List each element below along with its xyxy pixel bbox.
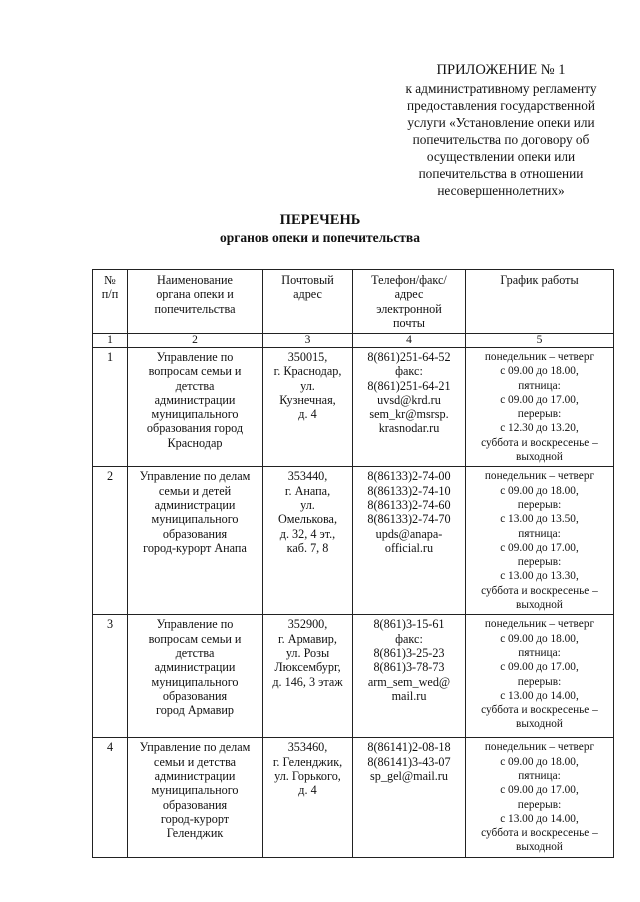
cell-line: ул. Розы (285, 645, 330, 660)
contact-info (353, 738, 466, 857)
appendix-line: услуги «Установление опеки или (407, 115, 595, 130)
appendix-line: предоставления государственной (406, 98, 596, 113)
cell-line: понедельник – четверг (484, 618, 595, 631)
column-number: 4 (353, 334, 466, 348)
cell-line: 8(86141)2-08-18 (367, 740, 451, 755)
column-number-row (93, 334, 614, 348)
cell-line: почты (393, 315, 425, 330)
cell-line: понедельник – четверг (484, 351, 595, 363)
appendix-line: к административному регламенту (405, 81, 597, 96)
cell-line: суббота и воскресенье – (481, 827, 598, 840)
cell-line: upds@anapa- (375, 526, 443, 541)
cell-line: выходной (516, 718, 563, 731)
body-name (128, 738, 263, 857)
appendix-line: осуществлении опеки или (426, 149, 576, 164)
cell-line: г. Геленджик, (272, 754, 343, 769)
cell-line: с 13.00 до 13.50, (500, 513, 579, 526)
cell-line: вопросам семьи и (148, 364, 242, 379)
appendix-block (370, 62, 632, 199)
cell-line: 8(86133)2-74-60 (367, 497, 451, 512)
cell-line: выходной (516, 841, 563, 854)
cell-line: образования (162, 688, 228, 703)
cell-line: с 13.00 до 13.30, (500, 570, 579, 583)
cell-line: муниципального (151, 512, 239, 527)
contact-info (353, 615, 466, 738)
work-schedule (466, 738, 614, 857)
cell-line: Управление по делам (139, 740, 251, 755)
cell-line: детства (175, 645, 215, 660)
cell-line: муниципального (151, 674, 239, 689)
cell-line: № (104, 273, 116, 287)
cell-line: 352900, (287, 617, 328, 632)
cell-line: суббота и воскресенье – (481, 584, 598, 597)
row-number: 3 (93, 615, 128, 738)
cell-line: Краснодар (167, 435, 223, 450)
cell-line: пятница: (518, 646, 561, 659)
cell-line: факс: (395, 364, 423, 379)
column-number: 1 (93, 334, 128, 348)
cell-line: Кузнечная, (279, 392, 336, 407)
cell-line: перерыв: (517, 798, 562, 811)
cell-line: с 12.30 до 13.20, (500, 422, 579, 435)
appendix-line: попечительства в отношении (418, 166, 584, 181)
cell-line: администрации (154, 768, 236, 783)
cell-line: пятница: (518, 379, 561, 392)
cell-line: с 09.00 до 18.00, (500, 365, 579, 378)
body-name (128, 467, 263, 615)
cell-line: выходной (516, 451, 563, 464)
cell-line: суббота и воскресенье – (481, 704, 598, 717)
header-schedule (466, 270, 614, 334)
cell-line: 8(861)251-64-52 (367, 350, 451, 364)
cell-line: Люксембург, (274, 660, 341, 675)
body-name (128, 615, 263, 738)
cell-line: 8(861)3-78-73 (373, 660, 445, 675)
cell-line: 8(86133)2-74-10 (367, 483, 451, 498)
cell-line: Управление по (156, 617, 234, 632)
appendix-line: несовершеннолетних» (437, 183, 565, 198)
cell-line: пятница: (518, 527, 561, 540)
cell-line: 8(86133)2-74-70 (367, 512, 451, 527)
cell-line: семьи и детей (158, 483, 232, 498)
column-number: 5 (466, 334, 614, 348)
cell-line: 353460, (287, 740, 328, 755)
table-header-row (93, 270, 614, 334)
cell-line: Омелькова, (277, 512, 337, 527)
cell-line: образования (162, 797, 228, 812)
cell-line: муниципального (151, 783, 239, 798)
cell-line: 350015, (287, 350, 328, 364)
cell-line: с 09.00 до 17.00, (500, 661, 579, 674)
cell-line: Почтовый (281, 273, 334, 287)
header-name (128, 270, 263, 334)
cell-line: д. 4 (298, 407, 317, 422)
cell-line: с 09.00 до 18.00, (500, 755, 579, 768)
cell-line: 8(861)3-15-61 (373, 617, 445, 632)
cell-line: семьи и детства (153, 754, 237, 769)
postal-address (263, 348, 353, 467)
cell-line: город Армавир (156, 703, 234, 718)
cell-line: выходной (516, 599, 563, 612)
row-number: 1 (93, 348, 128, 467)
cell-line: с 09.00 до 18.00, (500, 632, 579, 645)
cell-line: с 09.00 до 17.00, (500, 784, 579, 797)
cell-line: п/п (101, 287, 119, 302)
cell-line: krasnodar.ru (378, 421, 440, 436)
cell-line: Телефон/факс/ (371, 273, 447, 287)
cell-line: детства (175, 378, 215, 393)
appendix-line: попечительства по договору об (412, 132, 590, 147)
cell-line: ул. Горького, (274, 768, 341, 783)
cell-line: График работы (500, 273, 579, 287)
appendix-heading: ПРИЛОЖЕНИЕ № 1 (436, 62, 566, 78)
title-line-2: органов опеки и попечительства (220, 230, 420, 245)
cell-line: Управление по (156, 350, 234, 364)
cell-line: ул. (300, 497, 315, 512)
cell-line: ул. (300, 378, 315, 393)
contact-info (353, 348, 466, 467)
title-line-1: ПЕРЕЧЕНЬ (279, 212, 361, 228)
cell-line: муниципального (151, 407, 239, 422)
cell-line: с 09.00 до 17.00, (500, 393, 579, 406)
cell-line: sp_gel@mail.ru (370, 768, 448, 783)
cell-line: с 09.00 до 18.00, (500, 484, 579, 497)
cell-line: с 13.00 до 14.00, (500, 689, 579, 702)
table-row (93, 615, 614, 738)
column-number: 2 (128, 334, 263, 348)
cell-line: 8(86141)3-43-07 (367, 754, 451, 769)
cell-line: official.ru (384, 540, 434, 555)
cell-line: с 13.00 до 14.00, (500, 812, 579, 825)
table-row (93, 467, 614, 615)
column-number: 3 (263, 334, 353, 348)
cell-line: администрации (154, 497, 236, 512)
cell-line: перерыв: (517, 408, 562, 421)
table-row (93, 738, 614, 857)
cell-line: 8(861)3-25-23 (373, 645, 445, 660)
row-number: 2 (93, 467, 128, 615)
cell-line: 353440, (287, 469, 328, 484)
postal-address (263, 738, 353, 857)
header-number (93, 270, 128, 334)
cell-line: г. Краснодар, (273, 364, 342, 379)
work-schedule (466, 467, 614, 615)
cell-line: город-курорт Анапа (143, 540, 247, 555)
cell-line: д. 4 (298, 783, 317, 798)
work-schedule (466, 348, 614, 467)
cell-line: перерыв: (517, 498, 562, 511)
cell-line: вопросам семьи и (148, 631, 242, 646)
cell-line: 8(861)251-64-21 (367, 378, 451, 393)
cell-line: sem_kr@msrsp. (369, 407, 449, 422)
cell-line: администрации (154, 392, 236, 407)
cell-line: arm_sem_wed@ (367, 674, 451, 689)
cell-line: mail.ru (391, 688, 427, 703)
body-name (128, 348, 263, 467)
cell-line: перерыв: (517, 675, 562, 688)
header-contacts (353, 270, 466, 334)
cell-line: перерыв: (517, 556, 562, 569)
document-title (0, 212, 640, 246)
cell-line: образования город (146, 421, 244, 436)
postal-address (263, 467, 353, 615)
contact-info (353, 467, 466, 615)
guardianship-bodies-table (92, 269, 614, 858)
cell-line: Наименование (157, 273, 233, 287)
cell-line: каб. 7, 8 (286, 540, 329, 555)
cell-line: адрес (293, 287, 322, 302)
header-address (263, 270, 353, 334)
cell-line: понедельник – четверг (484, 741, 595, 754)
table-row (93, 348, 614, 467)
postal-address (263, 615, 353, 738)
cell-line: понедельник – четверг (484, 470, 595, 483)
cell-line: факс: (395, 631, 423, 646)
cell-line: Геленджик (166, 826, 224, 841)
cell-line: органа опеки и (156, 287, 234, 302)
work-schedule (466, 615, 614, 738)
cell-line: uvsd@krd.ru (377, 392, 441, 407)
row-number: 4 (93, 738, 128, 857)
cell-line: образования (162, 526, 228, 541)
cell-line: адрес (394, 287, 424, 302)
cell-line: город-курорт (160, 811, 230, 826)
cell-line: попечительства (154, 301, 236, 316)
cell-line: с 09.00 до 17.00, (500, 541, 579, 554)
cell-line: г. Анапа, (284, 483, 331, 498)
cell-line: пятница: (518, 769, 561, 782)
cell-line: д. 146, 3 этаж (272, 674, 343, 689)
cell-line: 8(86133)2-74-00 (367, 469, 451, 484)
cell-line: электронной (376, 301, 442, 316)
cell-line: Управление по делам (139, 469, 251, 484)
cell-line: г. Армавир, (278, 631, 337, 646)
cell-line: д. 32, 4 эт., (279, 526, 336, 541)
cell-line: администрации (154, 660, 236, 675)
cell-line: суббота и воскресенье – (481, 436, 598, 449)
